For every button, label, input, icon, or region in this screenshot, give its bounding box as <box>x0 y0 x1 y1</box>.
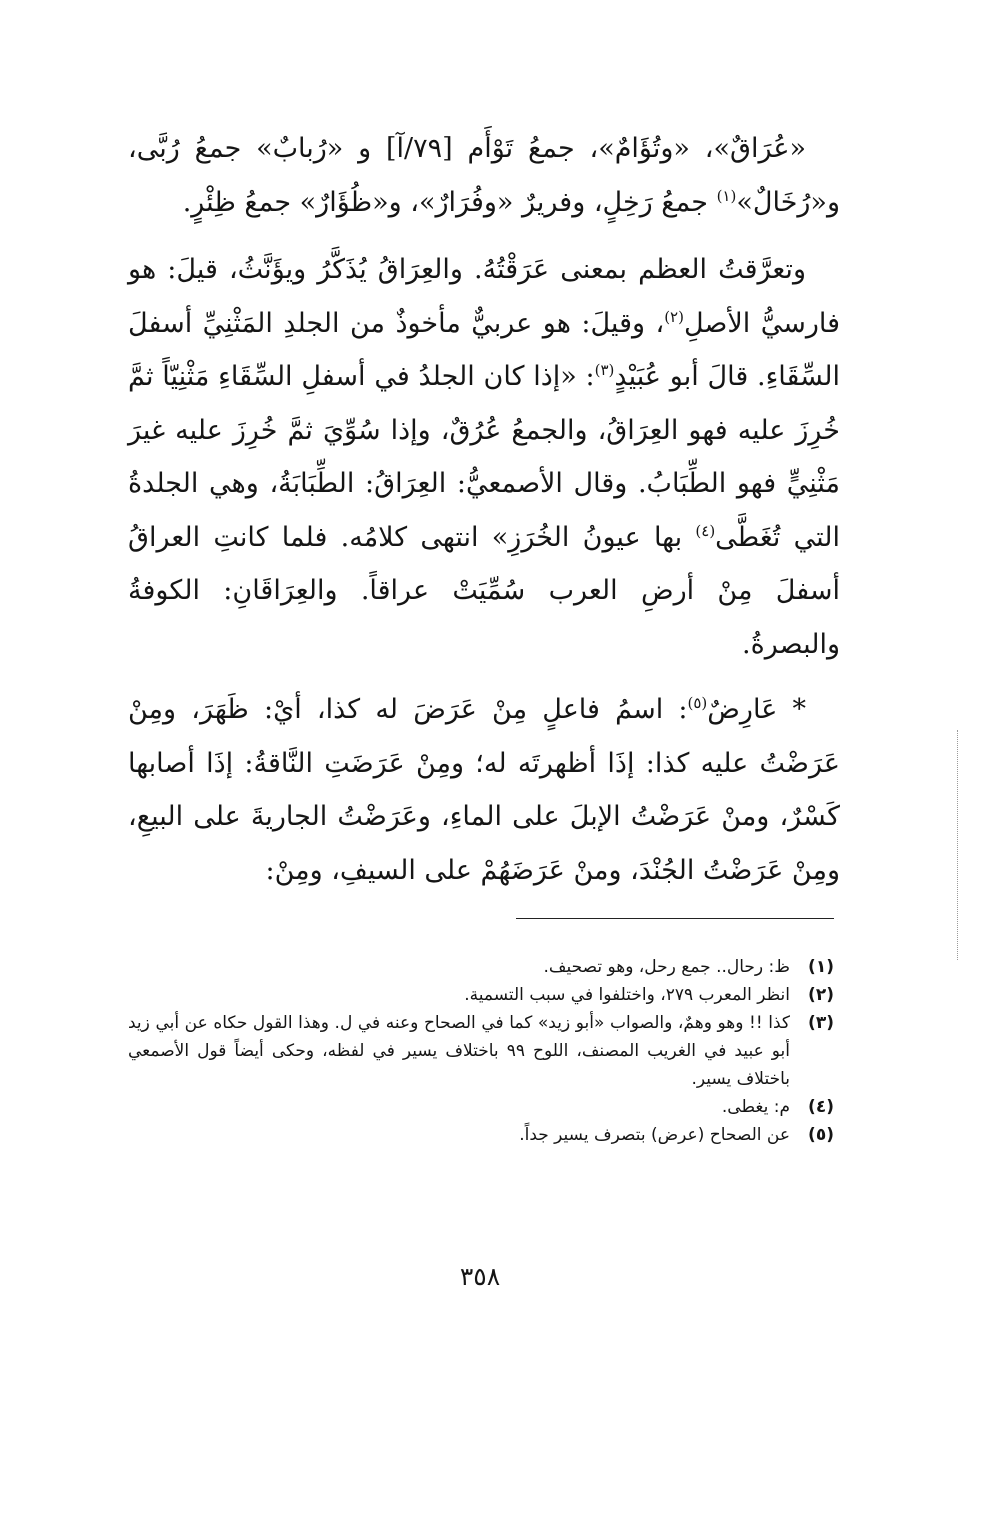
paragraph-text: : اسمُ فاعلٍ مِنْ عَرَضَ له كذا، أيْ: ظَهَرَ، ومِنْ عَرَضْتُ عليه كذا: إذَا أظهرتَه له؛ ومِنْ عَرَضَتِ النَّاقةُ: إذَا أصابها كَسْرٌ، ومنْ عَرَضْتُ الإبلَ على الماءِ، وعَرَضْتُ الجاريةَ على البيعِ، ومِنْ عَرَضْتُ الجُنْدَ، ومنْ عَرَضَهُمْ على السيفِ، ومِنْ: <box>128 694 840 886</box>
footnote-text: ظ: رحال.. جمع رحل، وهو تصحيف. <box>543 957 790 977</box>
paragraph-arid <box>128 683 840 897</box>
footnote-text: انظر المعرب ٢٧٩، واختلفوا في سبب التسمية. <box>464 985 790 1005</box>
paragraph-text: وتعرَّقتُ العظم بمعنى عَرَقْتُهُ. والعِرَاقُ يُذَكَّرُ ويؤَنَّثُ، قيلَ: هو فارسيُّ الأصلِ <box>128 254 840 339</box>
paragraph-text: بها عيونُ الخُرَزِ» انتهى كلامُه. فلما كانتِ العراقُ أسفلَ مِنْ أرضِ العرب سُمِّيَتْ عراقاً. والعِرَاقَانِ: الكوفةُ والبصرةُ. <box>128 521 840 660</box>
scan-margin-mark <box>957 730 958 960</box>
footnote-text: م: يغطى. <box>721 1097 790 1117</box>
page-number: ٣٥٨ <box>459 1262 501 1291</box>
paragraph-text: ، وقيلَ: هو عربيٌّ مأخوذٌ من الجلدِ المَثْنِيِّ أسفلَ السِّقَاءِ. قالَ أبو عُبَيْدٍ <box>128 307 840 392</box>
footnote <box>128 1121 834 1149</box>
footnote-number: (٣) <box>808 1013 834 1033</box>
footnote-text: كذا !! وهو وهمٌ، والصواب «أبو زيد» كما في الصحاح وعنه في ل. وهذا القول حكاه عن أبي زيد أبو عبيد في الغريب المصنف، اللوح ٩٩ باختلاف يسير في لفظه، وحكى أيضاً قول الأصمعي باختلاف يسير. <box>128 1013 790 1089</box>
paragraph-text: «عُرَاقٌ»، «وتُؤَامٌ»، جمعُ تَوْأَم [٧٩/آ] و «رُبابٌ» جمعُ رُبَّى، و«رُخَالٌ» <box>128 133 840 218</box>
entry-headword: * عَارِضٌ <box>707 694 806 725</box>
main-text <box>128 122 840 897</box>
footnote-text: عن الصحاح (عرض) بتصرف يسير جداً. <box>519 1125 790 1145</box>
footnote <box>128 1093 834 1121</box>
footnote-number: (١) <box>808 957 834 977</box>
footnote-separator <box>516 918 834 919</box>
paragraph-plurals <box>128 122 840 229</box>
paragraph-iraq <box>128 243 840 671</box>
paragraph-text: : «إذا كان الجلدُ في أسفلِ السِّقَاءِ مَثْنِيّاً ثمَّ خُرِزَ عليه فهو العِرَاقُ، والجمعُ عُرُقٌ، وإذا سُوِّيَ ثمَّ خُرِزَ عليه غيرَ مَثْنِيٍّ فهو الطِّبَابُ. وقال الأصمعيُّ: العِرَاقُ: الطِّبَابَةُ، وهي الجلدةُ التي تُغَطَّى <box>128 361 841 553</box>
footnote-number: (٤) <box>808 1097 834 1117</box>
footnote-ref: (٢) <box>664 307 684 326</box>
footnote-ref: (٥) <box>687 694 708 712</box>
footnote <box>128 1009 834 1093</box>
footnotes <box>128 953 834 1149</box>
footnote <box>128 981 834 1009</box>
footnote-number: (٢) <box>808 985 834 1005</box>
paragraph-text: جمعُ رَخِلٍ، وفريرٌ «وفُرَارٌ»، و«ظُؤَارٌ» جمعُ ظِئْرٍ. <box>182 186 717 218</box>
footnote <box>128 953 834 981</box>
footnote-number: (٥) <box>808 1125 834 1145</box>
footnote-ref: (٤) <box>695 521 716 540</box>
footnote-ref: (١) <box>716 186 737 205</box>
footnote-ref: (٣) <box>594 361 615 379</box>
